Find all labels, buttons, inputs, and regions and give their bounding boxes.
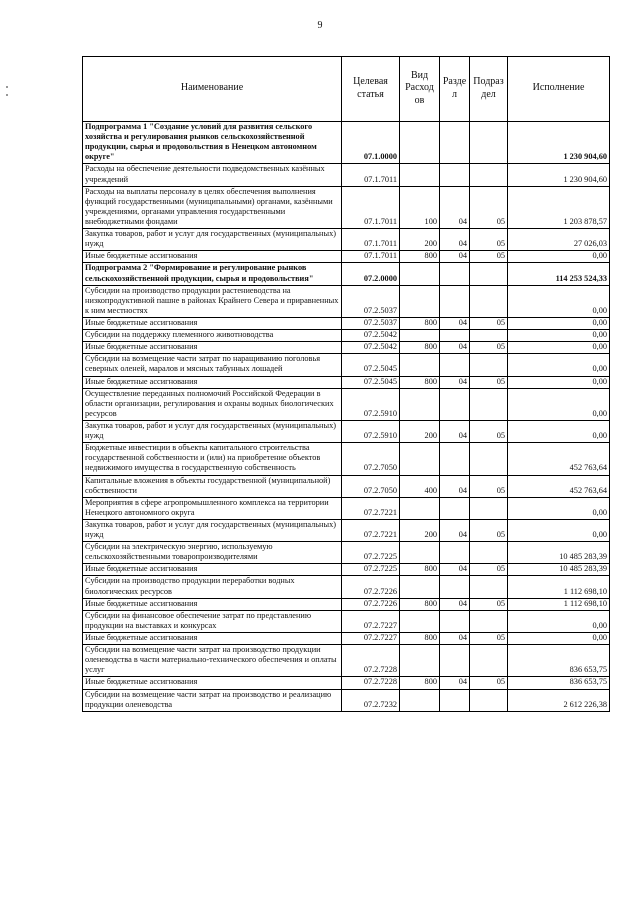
cell-target-article: 07.1.0000: [342, 122, 400, 164]
cell-expense-type: 800: [400, 598, 440, 610]
cell-expense-type: 800: [400, 564, 440, 576]
cell-subsection: [470, 122, 508, 164]
header-section: Разде л: [440, 57, 470, 122]
cell-section: 04: [440, 633, 470, 645]
cell-section: [440, 443, 470, 475]
cell-expense-type: [400, 330, 440, 342]
cell-section: [440, 330, 470, 342]
page-number: 9: [317, 20, 323, 31]
cell-target-article: 07.2.5037: [342, 285, 400, 317]
table-row: [83, 598, 610, 610]
cell-section: [440, 263, 470, 285]
cell-section: 04: [440, 342, 470, 354]
cell-subsection: 05: [470, 229, 508, 251]
cell-name: Закупка товаров, работ и услуг для государственных (муниципальных) нужд: [83, 229, 342, 251]
table-header-row: [83, 57, 610, 122]
cell-section: 04: [440, 564, 470, 576]
cell-name: Иные бюджетные ассигнования: [83, 564, 342, 576]
table-row: [83, 475, 610, 497]
cell-target-article: 07.2.7221: [342, 519, 400, 541]
cell-target-article: 07.2.7227: [342, 610, 400, 632]
cell-name: Субсидии на электрическую энергию, используемую сельскохозяйственными товаропроизводителями: [83, 542, 342, 564]
cell-expense-type: 200: [400, 519, 440, 541]
cell-target-article: 07.2.5042: [342, 342, 400, 354]
cell-section: [440, 576, 470, 598]
cell-expense-type: 800: [400, 342, 440, 354]
cell-target-article: 07.2.7050: [342, 443, 400, 475]
cell-name: Иные бюджетные ассигнования: [83, 317, 342, 329]
cell-expense-type: [400, 645, 440, 677]
cell-section: 04: [440, 186, 470, 228]
cell-target-article: 07.2.5037: [342, 317, 400, 329]
cell-expense-type: [400, 443, 440, 475]
cell-amount: 836 653,75: [508, 645, 610, 677]
cell-target-article: 07.2.5045: [342, 376, 400, 388]
cell-subsection: [470, 285, 508, 317]
cell-subsection: [470, 576, 508, 598]
table-row-subprogram: [83, 263, 610, 285]
cell-name: Расходы на выплаты персоналу в целях обеспечения выполнения функций государственными (муниципальными) органами, казёнными учреждениями, органами управления государственными внебюджетными фондами: [83, 186, 342, 228]
cell-name: Иные бюджетные ассигнования: [83, 677, 342, 689]
cell-expense-type: 800: [400, 633, 440, 645]
cell-target-article: 07.2.7228: [342, 645, 400, 677]
cell-expense-type: 100: [400, 186, 440, 228]
cell-section: [440, 610, 470, 632]
table-row: [83, 645, 610, 677]
cell-target-article: 07.2.5910: [342, 420, 400, 442]
cell-target-article: 07.2.5045: [342, 354, 400, 376]
cell-subsection: [470, 263, 508, 285]
cell-expense-type: [400, 576, 440, 598]
table-row-subprogram: [83, 122, 610, 164]
margin-dots: [4, 86, 10, 98]
cell-section: [440, 285, 470, 317]
cell-subsection: 05: [470, 317, 508, 329]
cell-subsection: [470, 330, 508, 342]
header-name: Наименование: [83, 57, 342, 122]
cell-expense-type: 800: [400, 376, 440, 388]
cell-amount: 0,00: [508, 388, 610, 420]
header-expense-type: Вид Расход ов: [400, 57, 440, 122]
cell-subsection: [470, 542, 508, 564]
cell-section: 04: [440, 317, 470, 329]
cell-expense-type: [400, 263, 440, 285]
cell-name: Субсидии на производство продукции растениеводства на низкопродуктивной пашне в районах Крайнего Севера и приравненных к ним местностях: [83, 285, 342, 317]
table-row: [83, 164, 610, 186]
cell-name: Субсидии на возмещение части затрат на производство и реализацию продукции оленеводства: [83, 689, 342, 711]
table-row: [83, 376, 610, 388]
cell-name: Подпрограмма 2 "Формирование и регулирование рынков сельскохозяйственной продукции, сырья и продовольствия": [83, 263, 342, 285]
cell-target-article: 07.2.0000: [342, 263, 400, 285]
cell-amount: 1 203 878,57: [508, 186, 610, 228]
table-row: [83, 542, 610, 564]
cell-target-article: 07.2.7226: [342, 598, 400, 610]
cell-expense-type: 400: [400, 475, 440, 497]
cell-name: Иные бюджетные ассигнования: [83, 598, 342, 610]
cell-target-article: 07.1.7011: [342, 251, 400, 263]
cell-section: [440, 122, 470, 164]
cell-amount: 1 112 698,10: [508, 598, 610, 610]
cell-name: Капитальные вложения в объекты государственной (муниципальной) собственности: [83, 475, 342, 497]
cell-subsection: 05: [470, 186, 508, 228]
cell-target-article: 07.2.7225: [342, 564, 400, 576]
cell-name: Субсидии на возмещение части затрат по наращиванию поголовья северных оленей, маралов и мясных табунных лошадей: [83, 354, 342, 376]
cell-name: Мероприятия в сфере агропромышленного комплекса на территории Ненецкого автономного округа: [83, 497, 342, 519]
cell-name: Бюджетные инвестиции в объекты капитального строительства государственной собственности и (или) на приобретение объектов недвижимого имущества в государственную собственность: [83, 443, 342, 475]
header-subsection: Подраз дел: [470, 57, 508, 122]
cell-amount: 452 763,64: [508, 443, 610, 475]
table-row: [83, 610, 610, 632]
cell-subsection: [470, 354, 508, 376]
cell-subsection: 05: [470, 420, 508, 442]
cell-amount: 0,00: [508, 633, 610, 645]
table-row: [83, 251, 610, 263]
table-row: [83, 689, 610, 711]
cell-section: [440, 388, 470, 420]
cell-amount: 836 653,75: [508, 677, 610, 689]
cell-amount: 0,00: [508, 610, 610, 632]
cell-amount: 0,00: [508, 285, 610, 317]
cell-name: Подпрограмма 1 "Создание условий для развития сельского хозяйства и регулирования рынков сельскохозяйственной продукции, сырья и продовольствия в Ненецком автономном округе": [83, 122, 342, 164]
cell-amount: 114 253 524,33: [508, 263, 610, 285]
budget-table: [82, 56, 610, 712]
cell-subsection: [470, 388, 508, 420]
cell-section: [440, 542, 470, 564]
cell-name: Субсидии на производство продукции переработки водных биологических ресурсов: [83, 576, 342, 598]
cell-section: 04: [440, 251, 470, 263]
cell-expense-type: [400, 542, 440, 564]
table-row: [83, 388, 610, 420]
cell-expense-type: [400, 610, 440, 632]
cell-amount: 0,00: [508, 317, 610, 329]
cell-target-article: 07.2.7227: [342, 633, 400, 645]
cell-subsection: [470, 689, 508, 711]
cell-amount: 1 112 698,10: [508, 576, 610, 598]
cell-section: 04: [440, 677, 470, 689]
cell-amount: 1 230 904,60: [508, 164, 610, 186]
table-row: [83, 497, 610, 519]
cell-amount: 0,00: [508, 497, 610, 519]
cell-target-article: 07.2.7050: [342, 475, 400, 497]
cell-amount: 0,00: [508, 342, 610, 354]
cell-expense-type: [400, 689, 440, 711]
cell-section: [440, 497, 470, 519]
cell-subsection: 05: [470, 475, 508, 497]
cell-name: Расходы на обеспечение деятельности подведомственных казённых учреждений: [83, 164, 342, 186]
table-row: [83, 330, 610, 342]
table-row: [83, 677, 610, 689]
table-row: [83, 576, 610, 598]
cell-amount: 1 230 904,60: [508, 122, 610, 164]
cell-amount: 0,00: [508, 330, 610, 342]
cell-target-article: 07.1.7011: [342, 164, 400, 186]
cell-target-article: 07.2.7221: [342, 497, 400, 519]
cell-name: Иные бюджетные ассигнования: [83, 633, 342, 645]
cell-section: [440, 689, 470, 711]
cell-section: 04: [440, 519, 470, 541]
cell-amount: 0,00: [508, 519, 610, 541]
cell-target-article: 07.2.5910: [342, 388, 400, 420]
cell-target-article: 07.2.5042: [342, 330, 400, 342]
cell-subsection: 05: [470, 342, 508, 354]
cell-name: Иные бюджетные ассигнования: [83, 376, 342, 388]
table-row: [83, 420, 610, 442]
cell-amount: 0,00: [508, 354, 610, 376]
cell-subsection: 05: [470, 251, 508, 263]
table-row: [83, 443, 610, 475]
cell-amount: 452 763,64: [508, 475, 610, 497]
cell-subsection: 05: [470, 564, 508, 576]
cell-target-article: 07.1.7011: [342, 186, 400, 228]
header-target-article: Целевая статья: [342, 57, 400, 122]
cell-name: Иные бюджетные ассигнования: [83, 251, 342, 263]
cell-expense-type: 200: [400, 229, 440, 251]
cell-amount: 10 485 283,39: [508, 564, 610, 576]
cell-target-article: 07.2.7232: [342, 689, 400, 711]
cell-expense-type: 200: [400, 420, 440, 442]
cell-amount: 0,00: [508, 420, 610, 442]
cell-expense-type: 800: [400, 677, 440, 689]
cell-expense-type: [400, 285, 440, 317]
table-row: [83, 354, 610, 376]
cell-section: 04: [440, 598, 470, 610]
cell-subsection: [470, 443, 508, 475]
table-row: [83, 564, 610, 576]
table-row: [83, 633, 610, 645]
table-row: [83, 342, 610, 354]
table-body: [83, 122, 610, 712]
cell-target-article: 07.2.7228: [342, 677, 400, 689]
cell-amount: 10 485 283,39: [508, 542, 610, 564]
table-row: [83, 317, 610, 329]
cell-subsection: 05: [470, 598, 508, 610]
cell-name: Субсидии на возмещение части затрат на производство продукции оленеводства в части материально-технического обеспечения и оплаты услуг: [83, 645, 342, 677]
cell-name: Иные бюджетные ассигнования: [83, 342, 342, 354]
cell-target-article: 07.1.7011: [342, 229, 400, 251]
cell-expense-type: [400, 354, 440, 376]
cell-name: Субсидии на финансовое обеспечение затрат по представлению продукции на выставках и конкурсах: [83, 610, 342, 632]
cell-subsection: 05: [470, 633, 508, 645]
cell-expense-type: [400, 164, 440, 186]
table-row: [83, 229, 610, 251]
cell-section: [440, 164, 470, 186]
cell-amount: 2 612 226,38: [508, 689, 610, 711]
cell-name: Субсидии на поддержку племенного животноводства: [83, 330, 342, 342]
cell-subsection: [470, 610, 508, 632]
cell-section: 04: [440, 475, 470, 497]
header-execution: Исполнение: [508, 57, 610, 122]
cell-amount: 0,00: [508, 376, 610, 388]
cell-subsection: [470, 645, 508, 677]
cell-amount: 0,00: [508, 251, 610, 263]
cell-target-article: 07.2.7225: [342, 542, 400, 564]
cell-name: Закупка товаров, работ и услуг для государственных (муниципальных) нужд: [83, 519, 342, 541]
cell-section: [440, 354, 470, 376]
cell-amount: 27 026,03: [508, 229, 610, 251]
cell-expense-type: 800: [400, 251, 440, 263]
cell-name: Осуществление переданных полномочий Российской Федерации в области организации, регулирования и охраны водных биологических ресурсов: [83, 388, 342, 420]
cell-expense-type: 800: [400, 317, 440, 329]
cell-section: [440, 645, 470, 677]
cell-expense-type: [400, 122, 440, 164]
cell-subsection: [470, 164, 508, 186]
cell-expense-type: [400, 388, 440, 420]
table-row: [83, 186, 610, 228]
cell-section: 04: [440, 420, 470, 442]
table-row: [83, 519, 610, 541]
cell-subsection: [470, 497, 508, 519]
cell-section: 04: [440, 229, 470, 251]
cell-subsection: 05: [470, 376, 508, 388]
cell-expense-type: [400, 497, 440, 519]
cell-section: 04: [440, 376, 470, 388]
cell-target-article: 07.2.7226: [342, 576, 400, 598]
cell-name: Закупка товаров, работ и услуг для государственных (муниципальных) нужд: [83, 420, 342, 442]
cell-subsection: 05: [470, 519, 508, 541]
cell-subsection: 05: [470, 677, 508, 689]
table-row: [83, 285, 610, 317]
